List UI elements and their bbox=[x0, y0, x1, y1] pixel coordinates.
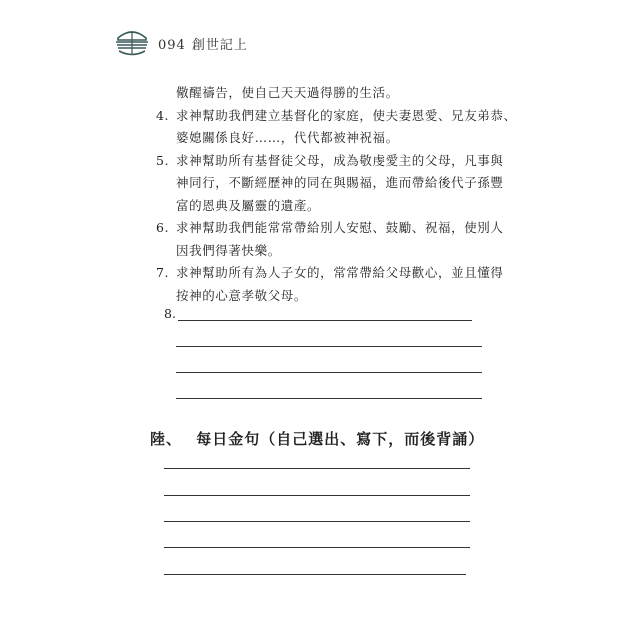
item-text: 求神幫助我們能常常帶給別人安慰、鼓勵、祝福，使別人 bbox=[176, 220, 504, 235]
verse-line-1[interactable] bbox=[164, 468, 470, 469]
item-text: 求神幫助所有基督徒父母，成為敬虔愛主的父母，凡事與 bbox=[176, 152, 504, 168]
list-item-8 bbox=[164, 306, 472, 321]
verse-line-4[interactable] bbox=[164, 547, 470, 548]
section-number: 陸、 bbox=[150, 430, 183, 448]
verse-line-2[interactable] bbox=[164, 495, 470, 496]
item-text-cont: 因我們得著快樂。 bbox=[176, 242, 281, 258]
item-text-cont: 按神的心意孝敬父母。 bbox=[176, 287, 308, 303]
list-item-7 bbox=[156, 262, 504, 285]
item-number: 7. bbox=[156, 265, 170, 280]
list-item-5 bbox=[156, 150, 504, 173]
item-number: 8. bbox=[164, 306, 176, 321]
prayer-list bbox=[156, 82, 517, 307]
page-number: 094 bbox=[158, 37, 186, 53]
running-head bbox=[158, 34, 248, 53]
item-text-cont: 富的恩典及屬靈的遺產。 bbox=[176, 197, 321, 213]
item-number: 5. bbox=[156, 152, 170, 168]
item-text-cont: 神同行，不斷經歷神的同在與賜福，進而帶給後代子孫豐 bbox=[176, 175, 504, 190]
book-title: 創世記上 bbox=[191, 37, 248, 53]
write-line-8b[interactable] bbox=[176, 346, 482, 347]
item-text: 求神幫助所有為人子女的，常常帶給父母歡心，並且懂得 bbox=[176, 265, 504, 280]
section-heading bbox=[150, 428, 484, 449]
item-number: 6. bbox=[156, 220, 170, 235]
ark-logo-icon bbox=[114, 28, 150, 58]
item-text-cont: 婆媳關係良好……，代代都被神祝福。 bbox=[176, 130, 399, 145]
list-item-6 bbox=[156, 217, 504, 240]
verse-line-3[interactable] bbox=[164, 521, 470, 522]
item-number: 4. bbox=[156, 107, 170, 123]
section-title-text: 每日金句（自己選出、寫下，而後背誦） bbox=[196, 430, 485, 448]
write-line-8c[interactable] bbox=[176, 372, 482, 373]
write-line-8[interactable] bbox=[178, 320, 472, 321]
verse-line-5[interactable] bbox=[164, 574, 466, 575]
item3-continuation: 儆醒禱告，使自己天天過得勝的生活。 bbox=[176, 85, 399, 100]
page-header bbox=[114, 28, 248, 58]
item-text: 求神幫助我們建立基督化的家庭，使夫妻恩愛、兄友弟恭、 bbox=[176, 107, 517, 123]
list-item-4 bbox=[156, 105, 517, 128]
write-line-8d[interactable] bbox=[176, 398, 482, 399]
